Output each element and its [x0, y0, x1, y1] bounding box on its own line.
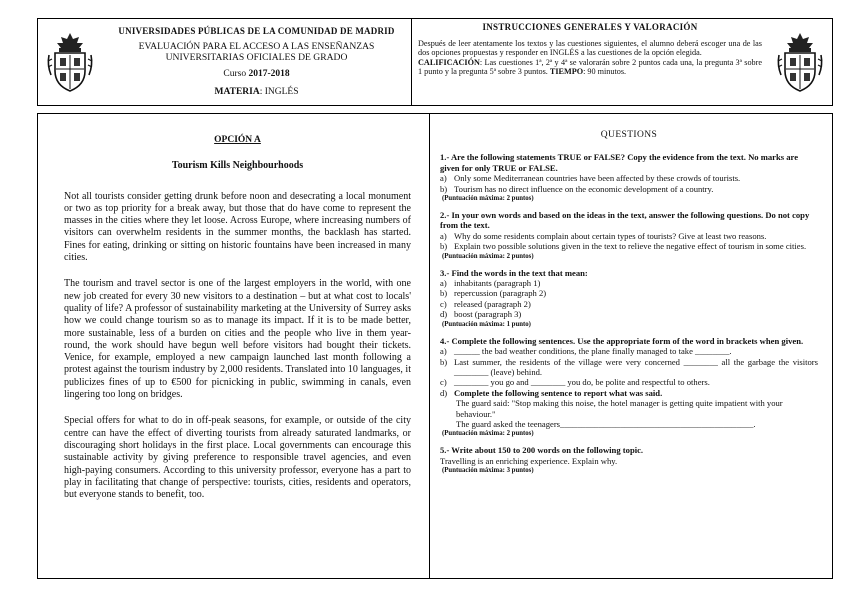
question-5-heading: 5.- Write about 150 to 200 words on the following topic. [440, 445, 644, 456]
item-text: Last summer, the residents of the village were very concerned ________ all the garbage the visitors ________ (leave) behind. [454, 356, 818, 377]
crest-icon [775, 31, 825, 93]
right-logo [768, 19, 832, 105]
question-2 [440, 210, 818, 261]
questions-column [430, 114, 832, 578]
reading-text-column [38, 114, 430, 578]
item-text: Complete the following sentence to report what was said. [454, 387, 663, 398]
question-5 [440, 445, 818, 475]
article-paragraph-1: Not all tourists consider getting drunk before noon and desecrating a local monument or two as top priority for a break away, but those that do have come to represent the masses in the cities where they let loose. Across Europe, where increasing numbers of visitors can overwhelm residents in the summer months, the backlash has started. Fines for eating, drinking or sitting on historic fountains have been increased in many cities. [64, 190, 411, 264]
article-title: Tourism Kills Neighbourhoods [171, 160, 304, 172]
item-text: ________ you go and ________ you do, be polite and respectful to others. [454, 377, 710, 388]
question-4-score: (Puntuación máxima: 2 puntos) [442, 430, 534, 438]
question-3-item-b [440, 288, 818, 298]
subject-value: : INGLÉS [259, 87, 299, 97]
instructions-text: Después de leer atentamente los textos y las cuestiones siguientes, el alumno deberá escoger una de las dos opciones propuestas y responder en INGLÉS a las cuestiones de la opción elegida. [418, 38, 762, 58]
time-label: TIEMPO [549, 67, 584, 77]
question-3-heading: 3.- Find the words in the text that mean: [440, 267, 588, 278]
question-3-item-c [440, 299, 818, 309]
header-university-block [102, 19, 412, 105]
article-paragraph-2: The tourism and travel sector is one of the largest employers in the world, with one new job created for every 30 new visitors to a destination – but at what cost to locals' quality of life? A professor of sustainability marketing at the University of Surrey asks how we could change tourism so as to manage its impact. If it is to be made better, more sustainable, less of a burden on cities and the people who live in them year-round, the work should have begun well before visitors had bought their tickets. Venice, for example, employed a new campaign launched last month following a protest against the tourism industry by 2,000 residents. Translated into 10 languages, it publicizes fines of up to €500 for picnicking in public, swimming in canals, even lingering too long on bridges. [64, 278, 411, 401]
guard-said-line: The guard said: "Stop making this noise, the hotel manager is getting quite impatient with your behaviour." [456, 398, 783, 419]
question-4-item-d [440, 388, 818, 398]
question-1 [440, 152, 818, 203]
questions-title: QUESTIONS [600, 130, 658, 140]
question-3 [440, 268, 818, 329]
grading-label: CALIFICACIÓN [418, 57, 480, 67]
item-text: Only some Mediterranean countries have been affected by these crowds of tourists. [454, 173, 741, 184]
question-2-item-b [440, 241, 818, 251]
item-letter: d) [440, 309, 448, 320]
question-3-score: (Puntuación máxima: 1 punto) [442, 320, 531, 328]
question-2-heading: 2.- In your own words and based on the ideas in the text, answer the following questions. Do not copy from the text. [440, 210, 810, 231]
question-4-item-a [440, 346, 818, 356]
item-letter: a) [440, 278, 447, 289]
crest-icon [45, 31, 95, 93]
grading-text [418, 58, 762, 77]
item-letter: b) [440, 288, 448, 299]
question-5-topic: Travelling is an enriching experience. Explain why. [440, 455, 618, 466]
item-text: ______ the bad weather conditions, the plane finally managed to take ________. [454, 346, 732, 357]
question-1-item-a [440, 173, 818, 183]
exam-header [37, 18, 833, 106]
university-name: UNIVERSIDADES PÚBLICAS DE LA COMUNIDAD DE MADRID [118, 26, 395, 36]
item-letter: b) [440, 241, 448, 252]
question-3-item-a [440, 278, 818, 288]
item-letter: d) [440, 387, 448, 398]
course-line [102, 69, 411, 80]
question-3-item-d [440, 309, 818, 319]
item-text: Tourism has no direct influence on the economic development of a country. [454, 183, 714, 194]
guard-asked-line: The guard asked the teenagers_____________________________________________. [456, 418, 756, 429]
question-4 [440, 336, 818, 439]
question-2-score: (Puntuación máxima: 2 puntos) [442, 252, 534, 260]
evaluation-title-line2: UNIVERSITARIAS OFICIALES DE GRADO [165, 51, 348, 63]
item-text: inhabitants (paragraph 1) [454, 278, 541, 289]
subject-line [102, 87, 411, 98]
item-letter: b) [440, 183, 448, 194]
article-paragraph-3: Special offers for what to do in off-peak seasons, for example, or outside of the city centre can have the effect of diverting tourists from already saturated landmarks, or discouraging short holidays in the first place. Local governments can encourage this sustainable activity by giving preference to responsible travel agencies, and even high-paying consumers. According to this university professor, everyone has a part to play in facilitating that change of perspective: tourists, cities, residents and operators, but everyone stands to benefit, too. [64, 415, 411, 501]
instructions-title: INSTRUCCIONES GENERALES Y VALORACIÓN [482, 22, 698, 32]
item-letter: a) [440, 346, 447, 357]
question-1-item-b [440, 184, 818, 194]
left-logo [38, 19, 102, 105]
question-4-heading: 4.- Complete the following sentences. Use the appropriate form of the word in brackets when given. [440, 335, 804, 346]
item-text: Explain two possible solutions given in the text to relieve the negative effect of tourism in some cities. [454, 241, 807, 252]
item-letter: c) [440, 377, 447, 388]
question-1-score: (Puntuación máxima: 2 puntos) [442, 195, 534, 203]
item-letter: a) [440, 230, 447, 241]
question-1-heading: 1.- Are the following statements TRUE or FALSE? Copy the evidence from the text. No marks are given for only TRUE or FALSE. [440, 152, 799, 173]
question-5-score: (Puntuación máxima: 3 puntos) [442, 467, 534, 475]
item-letter: b) [440, 356, 448, 367]
item-letter: a) [440, 173, 447, 184]
question-4-item-c [440, 377, 818, 387]
course-value: 2017-2018 [248, 69, 290, 79]
grading-body: : Las cuestiones 1ª, 2ª y 4ª se valorarán sobre 2 puntos cada una, la pregunta 3ª sobre 1 punto y la pregunta 5ª sobre 3 puntos. [418, 57, 762, 77]
exam-body [37, 113, 833, 579]
time-body: : 90 minutos. [583, 67, 627, 77]
subject-label: MATERIA [214, 87, 260, 97]
course-label: Curso [223, 69, 249, 79]
evaluation-title-line1: EVALUACIÓN PARA EL ACCESO A LAS ENSEÑANZAS [138, 41, 375, 52]
question-4-item-b [440, 357, 818, 378]
item-text: boost (paragraph 3) [454, 309, 522, 320]
question-2-item-a [440, 231, 818, 241]
instructions-block [412, 19, 768, 105]
item-text: repercussion (paragraph 2) [454, 288, 547, 299]
item-text: released (paragraph 2) [454, 298, 531, 309]
item-letter: c) [440, 298, 447, 309]
item-text: Why do some residents complain about certain types of tourists? Give at least two reasons. [454, 230, 767, 241]
option-label: OPCIÓN A [214, 135, 261, 145]
